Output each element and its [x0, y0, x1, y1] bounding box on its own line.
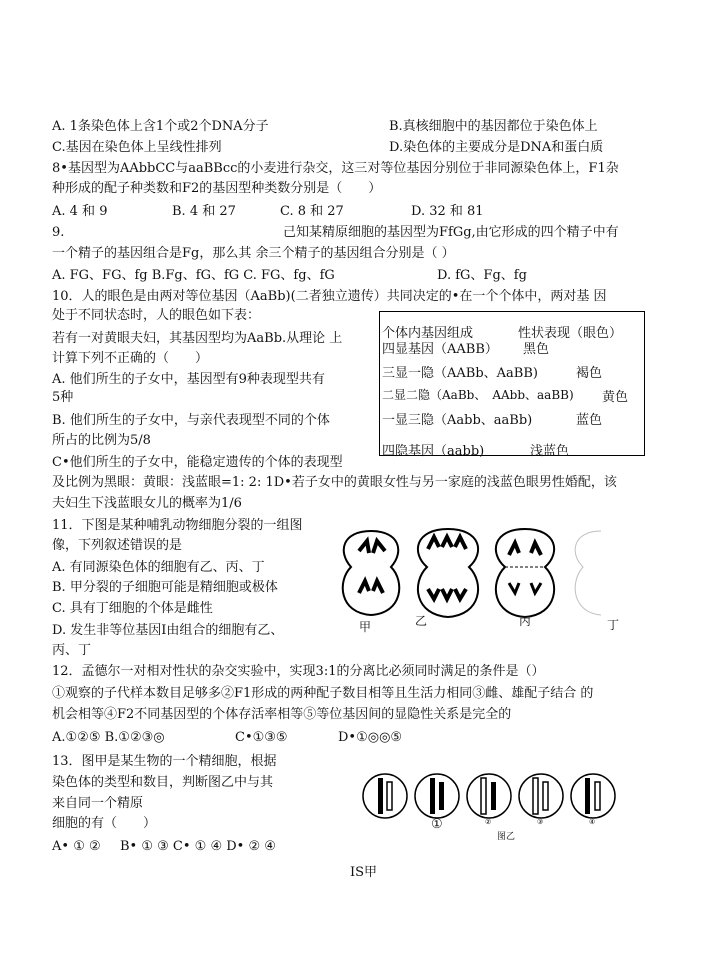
q10-option-c-line1: C•他们所生的子女中，能稳定遗传的个体的表现型: [52, 455, 343, 470]
q10-stem-line1: 10．人的眼色是由两对等位基因（AaBb)(二者独立遗传）共同决定的•在一个个体中，两对基 因: [52, 289, 607, 304]
q13-option-a: A• ① ②: [52, 839, 101, 854]
table-row-color: 黑色: [523, 342, 550, 357]
q10-stem-line4: 计算下列不正确的（ ）: [52, 351, 209, 366]
chromosome-figure: [355, 764, 620, 844]
cell-4: [571, 774, 615, 818]
q10-option-a-line2: 5种: [52, 390, 74, 405]
q13-option-bcd: B• ① ③ C• ① ④ D• ② ④: [120, 839, 276, 854]
q12-option-ab: A.①②⑤ B.①②③◎: [52, 730, 165, 745]
q13-stem-line4: 细胞的有（ ）: [52, 816, 157, 831]
cell-number-one: ①: [431, 817, 443, 832]
cell-marker-4: ④: [589, 818, 596, 826]
cell-label-ding: 丁: [607, 618, 620, 632]
q10-option-b-line1: B. 他们所生的子女中，与亲代表现型不同的个体: [52, 413, 330, 428]
eye-color-table: [379, 311, 645, 459]
q7-option-d: D.染色体的主要成分是DNA和蛋白质: [389, 140, 604, 155]
q12-stem: 12．孟德尔一对相对性状的杂交实验中，实现3:1的分离比必须同时满足的条件是（）: [52, 664, 545, 679]
q11-option-d-line2: 丙、丁: [52, 643, 92, 658]
q8-stem-line2: 种形成的配子种类数和F2的基因型种类数分别是（ ）: [52, 181, 382, 196]
q13-stem-line3: 来自同一个精原: [52, 796, 144, 811]
q9-option-d: D. fG、Fg、fg: [437, 268, 527, 283]
q7-option-b: B.真核细胞中的基因都位于染色体上: [389, 119, 598, 134]
cell-label-bing: 丙: [519, 614, 532, 628]
q12-option-d: D•①◎◎⑤: [338, 730, 403, 745]
q10-option-b-line2: 所占的比例为5/8: [52, 433, 151, 448]
cell-2: [467, 774, 511, 818]
q7-option-a: A. 1条染色体上含1个或2个DNA分子: [52, 119, 269, 134]
q11-stem-line2: 像，下列叙述错误的是: [52, 538, 183, 553]
q12-option-c: C•①③⑤: [235, 730, 288, 745]
q10-option-cd-line2: 及比例为黑眼：黄眼：浅蓝眼=1: 2: 1D•若子女中的黄眼女性与另一家庭的浅蓝色眼男性婚配，该: [52, 475, 617, 490]
cell-marker-3: ③: [537, 818, 544, 826]
cell-bing: [496, 529, 554, 617]
cell-jia: [343, 531, 400, 615]
cell-division-figure: [333, 523, 633, 633]
table-row-color: 黄色: [602, 390, 629, 405]
q7-option-c: C.基因在染色体上呈线性排列: [52, 140, 222, 155]
cell-ding: [575, 531, 601, 615]
q11-option-d-line1: D. 发生非等位基因I由组合的细胞有乙、: [52, 623, 284, 638]
cell-1: [415, 774, 459, 818]
q8-option-a: A. 4 和 9: [52, 204, 108, 219]
table-row-color: 褐色: [576, 366, 603, 381]
q10-option-d-line2: 夫妇生下浅蓝眼女儿的概率为1/6: [52, 496, 242, 511]
q10-stem-line2: 处于不同状态时，人的眼色如下表：: [52, 308, 261, 323]
figure-jia-caption: IS甲: [350, 865, 378, 880]
table-header-phenotype: 性状表现（眼色）: [518, 326, 623, 341]
q8-option-b: B. 4 和 27: [172, 204, 236, 219]
cell-label-yi: 乙: [415, 614, 428, 628]
q11-option-a: A. 有同源染色体的细胞有乙、丙、丁: [52, 560, 265, 575]
q10-stem-line3: 若有一对黄眼夫妇，其基因型均为AaBb.从理论 上: [52, 331, 343, 346]
table-row-genes: 四显基因（AABB）: [382, 342, 498, 357]
cell-jia-sperm: [363, 774, 407, 818]
q9-number: 9.: [52, 225, 65, 240]
table-row-genes: 四隐基因（aabb): [382, 444, 485, 459]
q9-options-abc: A. FG、FG、fg B.Fg、fG、fG C. FG、fg、fG: [52, 268, 335, 283]
cell-label-jia: 甲: [359, 620, 372, 634]
q12-conditions-line1: ①观察的子代样本数目足够多②F1形成的两种配子数目相等且生活力相同③雌、雄配子结合 的: [52, 686, 594, 701]
table-row-color: 浅蓝色: [530, 444, 570, 459]
q11-option-b: B. 甲分裂的子细胞可能是精细胞或极体: [52, 580, 278, 595]
table-row-genes: 一显三隐（Aabb、aaBb): [382, 413, 533, 428]
cell-3: [519, 774, 563, 818]
q10-option-a-line1: A. 他们所生的子女中，基因型有9种表现型共有: [52, 372, 325, 387]
table-row-color: 蓝色: [576, 413, 603, 428]
table-header-genes: 个体内基因组成: [382, 326, 474, 341]
q13-stem-line2: 染色体的类型和数目，判断图乙中与其: [52, 775, 274, 790]
cell-marker-2: ②: [485, 818, 492, 826]
q11-option-c: C. 具有丁细胞的个体是雌性: [52, 601, 213, 616]
q11-stem-line1: 11．下图是某种哺乳动物细胞分裂的一组图: [52, 518, 303, 533]
q8-option-c: C. 8 和 27: [280, 204, 344, 219]
cell-yi: [418, 529, 478, 617]
q8-stem-line1: 8•基因型为AAbbCC与aaBBcc的小麦进行杂交，这三对等位基因分别位于非同源染色体上，F1杂: [52, 161, 619, 176]
q9-stem-line2: 一个精子的基因组合是Fg，那么其 余三个精子的基因组合分别是（ ）: [52, 246, 455, 261]
q12-conditions-line2: 机会相等④F2不同基因型的个体存活率相等⑤等位基因间的显隐性关系是完全的: [52, 707, 512, 722]
q9-stem-line1: 己知某精原细胞的基因型为FfGg,由它形成的四个精子中有: [283, 225, 619, 240]
q8-option-d: D. 32 和 81: [411, 204, 484, 219]
figure-yi-caption: 图乙: [497, 832, 516, 842]
q13-stem-line1: 13．图甲是某生物的一个精细胞，根据: [52, 754, 277, 769]
table-row-genes: 三显一隐（AABb、AaBB): [382, 366, 538, 381]
table-row-genes: 二显二隐（AaBb、 AAbb、aaBB): [382, 388, 574, 402]
